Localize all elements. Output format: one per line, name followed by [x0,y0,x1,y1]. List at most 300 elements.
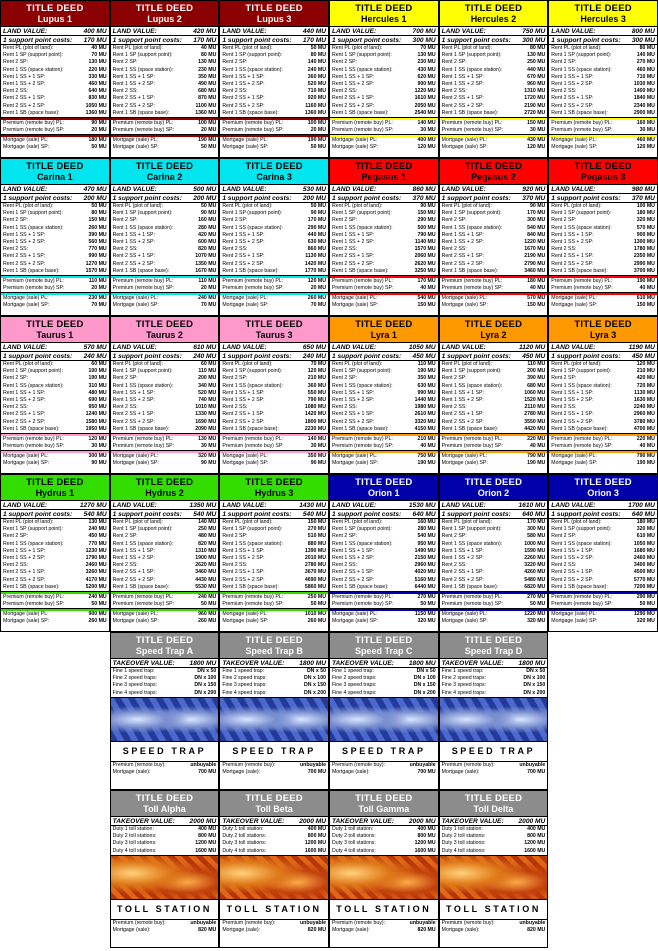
line-label: Rent 1 SB (space base): [331,109,389,116]
value-line [111,127,219,134]
line-value: 1150 MU [414,611,436,618]
title-deed-card[interactable] [110,0,220,158]
value-line [111,594,219,601]
line-label: Rent 1 SS (space station): [331,382,393,389]
deed-header [111,317,219,343]
value-line [549,618,657,625]
line-label: Rent PL (plot of land): [112,203,163,209]
line-label: Mortgage (sale) PL: [441,453,488,460]
value-line [549,59,657,66]
value-line [330,668,438,675]
line-value: 1240 MU [85,411,107,418]
line-label: Premium (remote buy) PL: [441,593,503,600]
title-deed-card[interactable] [329,158,439,316]
rent-section [111,519,219,592]
line-value: 170 MU [527,519,546,525]
line-label: Rent 2 SS: [331,88,358,95]
line-value: 1600 MU [414,847,436,854]
line-value: DN x 200 [413,689,436,696]
line-value: DN x 150 [413,682,436,689]
title-deed-card[interactable] [439,158,549,316]
line-value: 1670 MU [195,267,217,274]
line-value: 510 MU [307,533,326,540]
line-value: 240 MU [198,295,217,302]
line-label: Premium (remote buy) SP: [112,285,175,292]
line-value: 160 MU [198,217,217,224]
land-value-label: LAND VALUE: [112,344,157,351]
value-line [549,548,657,555]
line-value: 60 MU [91,361,107,367]
title-deed-card[interactable] [548,474,658,632]
mortgage-section [111,137,219,151]
rent-section [1,361,109,434]
line-label: Premium (remote buy): [222,761,276,768]
line-value: 790 MU [636,453,655,460]
value-line [1,594,109,601]
support-cost-row [1,36,109,45]
line-value: 830 MU [88,95,107,102]
line-value: 150 MU [307,519,326,525]
value-line [549,611,657,618]
line-value: 230 MU [417,59,436,66]
value-line [1,361,109,368]
title-deed-card[interactable] [548,316,658,474]
line-value: 400 MU [417,826,436,832]
line-value: 1570 MU [414,246,436,253]
line-label: Rent 1 SS (space station): [441,382,503,389]
title-deed-card[interactable] [219,474,329,632]
land-value-row [330,27,438,36]
value-line [111,232,219,239]
land-value: 1120 MU [519,344,546,351]
line-label: Rent 2 SS: [222,404,248,411]
value-line [111,295,219,302]
land-value-row [220,501,328,510]
line-value: DN x 50 [416,668,436,674]
value-line [1,533,109,540]
mortgage-section [549,295,657,309]
title-deed-card[interactable] [548,158,658,316]
line-label: Fine 4 speed traps: [112,689,158,696]
line-label: Mortgage (sale) SP: [222,302,269,309]
value-line [111,611,219,618]
land-value: 500 MU [193,186,217,193]
line-label: Rent 1 SS + 2 SP: [3,238,46,245]
value-line [330,555,438,562]
line-value: 2260 MU [524,554,546,561]
line-label: Rent 1 SS + 2 SP: [3,80,46,87]
line-value: 30 MU [420,127,436,134]
line-label: Rent 2 SP: [551,217,577,224]
value-line [440,840,548,847]
line-value: DN x 50 [306,668,326,674]
rent-section [220,519,328,592]
line-label: Rent 2 SS: [441,562,467,569]
line-label: Rent 1 SS + 1 SP: [331,547,375,554]
value-line [440,577,548,584]
title-deed-card[interactable] [329,790,439,948]
line-value: 540 MU [417,533,436,540]
line-value: 150 MU [636,302,655,309]
line-label: Rent 1 SS + 2 SP: [441,554,484,561]
line-label: Rent 2 SS + 2 SP: [222,260,265,267]
line-value: unbuyable [300,919,326,926]
line-label: Rent 1 SP (support point): [441,210,502,217]
value-line [111,210,219,217]
line-value: DN x 200 [194,689,217,696]
deed-title: TITLE DEED [135,2,194,14]
line-label: Premium (remote buy) PL: [112,119,174,126]
value-line [220,88,328,95]
deed-name: Lyra 3 [590,329,617,340]
toll-station-illustration [111,856,219,900]
station-caption: SPEED TRAP [440,742,548,762]
value-line [440,668,548,675]
value-line [111,302,219,309]
line-label: Fine 4 speed traps: [441,689,487,696]
deed-title: TITLE DEED [464,2,523,14]
line-value: 5160 MU [414,576,436,583]
line-label: Rent 2 SS: [3,246,29,253]
land-value: 980 MU [631,186,655,193]
line-label: Rent 1 SB (space base): [222,109,279,116]
line-label: Mortgage (sale) PL: [331,295,378,302]
title-deed-card[interactable] [110,790,220,948]
line-value: 140 MU [198,519,217,525]
support-cost-value: 450 MU [412,353,436,360]
value-line [111,443,219,450]
line-label: Duty 2 toll stations: [331,833,376,840]
premium-section [440,120,548,135]
land-value-row [549,343,657,352]
line-value: 2240 MU [633,404,655,411]
land-value-label: LAND VALUE: [441,502,486,509]
value-line [440,295,548,302]
line-label: Premium (remote buy) SP: [331,443,394,450]
rent-section [549,361,657,434]
line-value: 170 MU [307,217,326,224]
value-line [549,584,657,591]
line-label: Rent 1 SS + 1 SP: [441,231,484,238]
title-deed-card[interactable] [329,474,439,632]
support-cost-label: 1 support point costs: [331,353,402,360]
line-value: 100 MU [88,368,107,375]
title-deed-card[interactable] [0,158,110,316]
deed-name: Speed Trap D [464,645,523,656]
title-deed-card[interactable] [0,316,110,474]
value-line [1,562,109,569]
premium-section [440,594,548,609]
line-label: Rent 2 SS + 1 SP: [551,411,594,418]
title-deed-card[interactable] [439,632,549,790]
deed-title: TITLE DEED [245,2,303,14]
line-value: 820 MU [198,926,217,933]
title-deed-card[interactable] [110,474,220,632]
land-value: 610 MU [193,344,217,351]
line-value: 2350 MU [633,253,655,260]
line-label: Rent 1 SS + 2 SP: [331,80,375,87]
title-deed-card[interactable] [329,632,439,790]
value-line [1,618,109,625]
value-line [330,426,438,433]
value-line [111,762,219,769]
line-label: Rent 1 SS + 2 SP: [551,396,594,403]
value-line [1,375,109,382]
line-label: Rent 1 SS + 1 SP: [441,389,484,396]
support-cost-value: 240 MU [83,353,107,360]
value-line [1,261,109,268]
line-label: Rent 1 SS + 1 SP: [331,231,375,238]
land-value-row [440,343,548,352]
value-line [1,210,109,217]
line-label: Rent 1 SB (space base): [222,583,279,590]
deed-header [1,1,109,27]
value-line [220,840,328,847]
line-label: Premium (remote buy) SP: [112,443,175,450]
value-line [440,562,548,569]
line-label: Rent 1 SB (space base): [222,425,279,432]
value-line [111,526,219,533]
deed-header [330,633,438,659]
line-value: 1000 MU [524,540,546,547]
property-row [0,474,658,632]
title-deed-card[interactable] [548,0,658,158]
title-deed-card[interactable] [439,790,549,948]
line-label: Rent 1 SS + 2 SP: [441,396,484,403]
line-value: 110 MU [88,277,107,284]
line-value: 820 MU [417,926,436,933]
takeover-label: TAKEOVER VALUE: [441,660,504,667]
support-cost-label: 1 support point costs: [3,195,73,202]
line-value: DN x 200 [523,689,546,696]
title-deed-card[interactable] [0,474,110,632]
value-line [440,548,548,555]
title-deed-card[interactable] [110,158,220,316]
line-value: 950 MU [417,540,436,547]
line-value: 1720 MU [524,95,546,102]
value-line [549,436,657,443]
line-value: 50 MU [91,601,107,608]
line-value: 180 MU [636,210,655,217]
line-value: 820 MU [198,540,217,547]
value-line [111,103,219,110]
line-value: 1680 MU [633,547,655,554]
line-label: Premium (remote buy) SP: [222,443,284,450]
line-value: 130 MU [88,59,107,66]
value-line [330,45,438,52]
line-label: Rent 1 SB (space base): [441,583,499,590]
value-line [220,611,328,618]
line-value: 240 MU [88,526,107,533]
deed-title: TITLE DEED [574,318,632,330]
support-cost-label: 1 support point costs: [331,37,402,44]
land-value-label: LAND VALUE: [112,28,157,35]
title-deed-card[interactable] [329,316,439,474]
support-cost-label: 1 support point costs: [222,195,292,202]
title-deed-card[interactable] [219,790,329,948]
title-deed-card[interactable] [329,0,439,158]
line-value: 6820 MU [524,583,546,590]
line-label: Rent 2 SS + 2 SP: [222,418,265,425]
line-value: 430 MU [417,66,436,73]
mortgage-section [1,453,109,467]
title-deed-card[interactable] [439,316,549,474]
line-value: 2790 MU [524,260,546,267]
land-value-row [549,501,657,510]
value-line [549,375,657,382]
price-section [111,762,219,776]
value-line [440,59,548,66]
deed-header [330,1,438,27]
line-value: 4690 MU [304,576,326,583]
line-value: 770 MU [88,246,107,253]
rent-section [440,45,548,118]
line-label: Rent 1 SS + 1 SP: [3,231,46,238]
value-line [220,443,328,450]
line-label: Rent 1 SS + 2 SP: [112,80,155,87]
land-value-row [220,343,328,352]
title-deed-card[interactable] [219,0,329,158]
support-cost-row [111,510,219,519]
value-line [330,103,438,110]
line-value: 2620 MU [414,260,436,267]
line-label: Premium (remote buy) PL: [441,277,503,284]
value-line [111,375,219,382]
deed-name: Pegasus 3 [580,171,626,182]
deed-name: Speed Trap A [135,645,194,656]
line-value: 90 MU [91,119,107,126]
land-value: 400 MU [83,28,107,35]
line-label: Premium (remote buy) PL: [112,277,174,284]
value-line [440,833,548,840]
line-value: 50 MU [639,601,655,608]
line-value: 260 MU [307,295,326,302]
value-line [220,668,328,675]
line-label: Rent 1 SS + 1 SP: [551,231,594,238]
value-line [330,120,438,127]
deed-title: TITLE DEED [135,318,194,330]
value-line [330,611,438,618]
value-line [440,239,548,246]
value-line [1,383,109,390]
line-label: Rent 2 SP: [112,533,138,540]
line-label: Rent 2 SP: [441,533,467,540]
title-deed-card[interactable] [219,316,329,474]
takeover-label: TAKEOVER VALUE: [222,818,285,825]
rent-section [440,361,548,434]
line-label: Premium (remote buy) SP: [3,285,65,292]
line-value: 3700 MU [633,267,655,274]
line-value: 90 MU [201,460,217,467]
line-value: unbuyable [300,761,326,768]
title-deed-card[interactable] [110,316,220,474]
land-value-row [1,343,109,352]
value-line [330,618,438,625]
line-label: Rent 1 SB (space base): [551,425,608,432]
title-deed-card[interactable] [439,474,549,632]
line-value: 190 MU [88,375,107,382]
line-label: Rent 1 SB (space base): [551,583,608,590]
line-label: Rent 2 SS + 1 SP: [331,95,375,102]
title-deed-card[interactable] [110,632,220,790]
line-value: 30 MU [530,127,546,134]
support-cost-label: 1 support point costs: [441,37,511,44]
title-deed-card[interactable] [219,632,329,790]
line-label: Rent 2 SS: [551,88,577,95]
value-line [111,45,219,52]
line-label: Premium (remote buy) SP: [112,601,175,608]
line-label: Rent 1 SS + 1 SP: [112,389,155,396]
title-deed-card[interactable] [0,0,110,158]
value-line [440,246,548,253]
line-label: Fine 3 speed traps: [331,682,377,689]
value-line [330,390,438,397]
deed-title: TITLE DEED [135,476,194,488]
deed-name: Hydrus 2 [145,487,184,498]
line-value: 900 MU [88,611,107,618]
toll-station-illustration [440,856,548,900]
value-line [220,533,328,540]
deed-name: Lupus 3 [256,13,292,24]
value-line [330,383,438,390]
line-label: Rent 1 SS (space station): [222,224,283,231]
line-label: Mortgage (sale) SP: [331,618,379,625]
line-value: 950 MU [88,404,107,411]
line-label: Mortgage (sale) SP: [331,302,379,309]
support-cost-row [111,194,219,203]
rent-section [549,519,657,592]
value-line [1,390,109,397]
title-deed-card[interactable] [219,158,329,316]
support-cost-row [220,510,328,519]
price-section [330,762,438,776]
line-value: 300 MU [88,453,107,460]
deed-name: Taurus 1 [36,329,74,340]
title-deed-card[interactable] [439,0,549,158]
value-line [111,120,219,127]
support-cost-value: 540 MU [302,511,326,518]
line-label: Rent 1 SS + 2 SP: [551,554,594,561]
line-value: 790 MU [417,231,436,238]
line-label: Mortgage (sale) SP: [222,618,269,625]
line-label: Rent 2 SS + 2 SP: [3,418,46,425]
line-label: Rent 1 SP (support point): [222,52,283,59]
value-line [330,404,438,411]
value-line [111,368,219,375]
value-line [1,120,109,127]
property-row [0,158,658,316]
deed-name: Toll Beta [255,803,293,814]
value-line [330,261,438,268]
line-value: 150 MU [527,302,546,309]
line-label: Rent 1 SS + 1 SP: [441,73,484,80]
deed-header [330,159,438,185]
line-label: Premium (remote buy) PL: [331,435,393,442]
line-value: unbuyable [409,761,436,768]
value-line [330,762,438,769]
line-value: 330 MU [88,73,107,80]
line-value: 820 MU [527,926,546,933]
line-label: Premium (remote buy): [441,761,495,768]
value-line [111,137,219,144]
support-cost-value: 240 MU [193,353,217,360]
line-value: 1840 MU [633,95,655,102]
line-value: 5480 MU [524,576,546,583]
line-label: Rent 1 SS (space station): [331,66,393,73]
deed-title: TITLE DEED [355,160,413,172]
line-value: 320 MU [636,217,655,224]
line-label: Rent 1 SB (space base): [3,425,60,432]
